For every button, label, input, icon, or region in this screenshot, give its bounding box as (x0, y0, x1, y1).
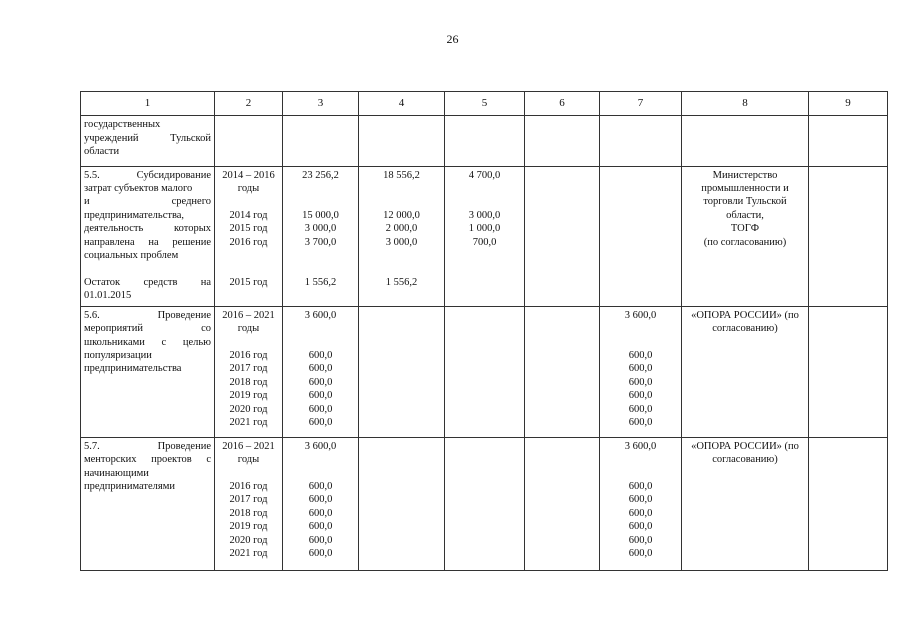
measure-name-cell (81, 166, 215, 306)
column-header: 7 (600, 92, 682, 116)
total-cell (283, 116, 359, 166)
federal-cell (359, 306, 445, 437)
measure-name-line: начинающими (84, 467, 149, 479)
executor-line: ТОГФ (730, 223, 760, 235)
year-label: 2016 год (229, 481, 268, 493)
measure-name-line: области (84, 146, 120, 157)
federal-amount: 12 000,0 (383, 209, 420, 221)
other-amount: 600,0 (628, 521, 653, 533)
total-amount: 600,0 (308, 363, 333, 375)
federal-amount: 18 556,2 (383, 169, 420, 181)
program-table (80, 91, 888, 571)
result-cell (809, 306, 888, 437)
federal-cell (359, 437, 445, 570)
measure-name-line: школьниками с целью (84, 336, 211, 348)
period-line: годы (237, 183, 260, 194)
result-cell (809, 166, 888, 306)
measure-name-cell (81, 437, 215, 570)
regional-cell (445, 306, 525, 437)
regional-amount: 4 700,0 (468, 169, 501, 181)
federal-cell (359, 116, 445, 166)
measure-name-line: предпринимательства (84, 363, 182, 375)
executor-cell (682, 166, 809, 306)
remainder-label-line: 01.01.2015 (84, 290, 132, 302)
other-amount: 3 600,0 (624, 309, 657, 321)
other-amount: 3 600,0 (624, 440, 657, 452)
executor-line: Министерство (712, 169, 778, 181)
executor-cell (682, 306, 809, 437)
period-cell (215, 437, 283, 570)
other-amount: 600,0 (628, 494, 653, 506)
total-amount: 600,0 (308, 481, 333, 493)
measure-name-line: популяризации (84, 350, 152, 362)
measure-name-cell (81, 306, 215, 437)
executor-line: торговли Тульской (703, 196, 787, 208)
other-amount: 600,0 (628, 390, 653, 402)
total-amount: 600,0 (308, 534, 333, 546)
year-label: 2017 год (229, 494, 268, 506)
other-amount: 600,0 (628, 481, 653, 493)
other-amount: 600,0 (628, 349, 653, 361)
other-amount: 600,0 (628, 507, 653, 519)
executor-line: согласованию) (712, 323, 778, 335)
year-label: 2020 год (229, 403, 268, 415)
total-amount: 600,0 (308, 417, 333, 429)
other-amount: 600,0 (628, 417, 653, 429)
column-header: 2 (215, 92, 283, 116)
other-amount: 600,0 (628, 534, 653, 546)
total-amount: 3 700,0 (304, 236, 337, 248)
regional-amount: 1 000,0 (468, 223, 501, 235)
period-line: 2014 – 2016 (222, 169, 275, 181)
remainder-label-line: Остаток средств на (84, 276, 211, 288)
year-label: 2018 год (229, 376, 268, 388)
measure-name-line: предпринимательства, (84, 209, 185, 221)
executor-line: (по согласованию) (703, 236, 787, 248)
total-amount: 600,0 (308, 521, 333, 533)
measure-name-cell (81, 116, 215, 166)
column-header-row (81, 92, 888, 116)
regional-cell (445, 166, 525, 306)
municipal-cell (525, 116, 600, 166)
period-line: годы (237, 323, 260, 335)
period-line: годы (237, 454, 260, 466)
regional-amount: 700,0 (472, 236, 497, 248)
executor-line: «ОПОРА РОССИИ» (по (691, 440, 799, 452)
total-amount: 600,0 (308, 376, 333, 388)
period-line: 2016 – 2021 (222, 309, 275, 321)
measure-name-line: менторских проектов с (84, 454, 211, 466)
total-amount: 15 000,0 (302, 209, 339, 221)
result-cell (809, 437, 888, 570)
measure-name-line: учреждений Тульской (84, 132, 211, 144)
measure-name-line: деятельность которых (84, 223, 211, 235)
measure-name-line: предпринимателями (84, 481, 176, 493)
executor-line: согласованию) (712, 454, 778, 466)
total-cell (283, 306, 359, 437)
table-row (81, 116, 888, 166)
measure-name-line: 5.6. Проведение (84, 309, 211, 321)
period-cell (215, 116, 283, 166)
period-cell (215, 166, 283, 306)
total-amount: 1 556,2 (304, 276, 337, 288)
measure-name-line: затрат субъектов малого (84, 183, 193, 194)
measure-name-line: государственных (84, 119, 161, 131)
total-cell (283, 166, 359, 306)
year-label: 2016 год (229, 236, 268, 248)
other-cell (600, 116, 682, 166)
other-cell (600, 437, 682, 570)
total-amount: 600,0 (308, 494, 333, 506)
federal-amount: 3 000,0 (385, 236, 418, 248)
total-amount: 600,0 (308, 390, 333, 402)
year-label: 2017 год (229, 363, 268, 375)
other-amount: 600,0 (628, 548, 653, 560)
page-number: 26 (446, 32, 459, 46)
year-label: 2021 год (229, 548, 268, 560)
executor-cell (682, 437, 809, 570)
executor-line: промышленности и (701, 183, 789, 194)
measure-name-line: и среднего (84, 196, 211, 208)
municipal-cell (525, 437, 600, 570)
column-header: 9 (809, 92, 888, 116)
measure-name-line: 5.7. Проведение (84, 440, 211, 452)
measure-name-line: 5.5. Субсидирование (84, 169, 211, 181)
result-cell (809, 116, 888, 166)
year-label: 2014 год (229, 209, 268, 221)
municipal-cell (525, 166, 600, 306)
measure-name-line: мероприятий со (84, 323, 211, 335)
table-row (81, 306, 888, 437)
regional-cell (445, 437, 525, 570)
other-amount: 600,0 (628, 403, 653, 415)
table-row (81, 437, 888, 570)
municipal-cell (525, 306, 600, 437)
regional-cell (445, 116, 525, 166)
total-amount: 3 000,0 (304, 223, 337, 235)
period-line: 2016 – 2021 (222, 440, 275, 452)
total-amount: 600,0 (308, 403, 333, 415)
executor-line: области, (726, 209, 764, 221)
total-amount: 600,0 (308, 548, 333, 560)
other-amount: 600,0 (628, 376, 653, 388)
column-header: 3 (283, 92, 359, 116)
period-cell (215, 306, 283, 437)
measure-name-line: социальных проблем (84, 250, 179, 262)
total-amount: 3 600,0 (304, 309, 337, 321)
year-label: 2019 год (229, 521, 268, 533)
table-row (81, 166, 888, 306)
year-label: 2018 год (229, 507, 268, 519)
year-label: 2016 год (229, 350, 268, 361)
total-amount: 3 600,0 (304, 440, 337, 452)
total-amount: 23 256,2 (302, 169, 339, 181)
total-amount: 600,0 (308, 507, 333, 519)
regional-amount: 3 000,0 (468, 209, 501, 221)
federal-cell (359, 166, 445, 306)
other-cell (600, 306, 682, 437)
executor-line: «ОПОРА РОССИИ» (по (691, 309, 799, 321)
federal-amount: 1 556,2 (385, 276, 418, 288)
federal-amount: 2 000,0 (385, 223, 418, 235)
total-cell (283, 437, 359, 570)
total-amount: 600,0 (308, 349, 333, 361)
other-cell (600, 166, 682, 306)
year-label: 2015 год (229, 223, 268, 235)
measure-name-line: направлена на решение (84, 236, 211, 248)
year-label: 2019 год (229, 390, 268, 402)
year-label: 2015 год (229, 276, 268, 288)
column-header: 5 (445, 92, 525, 116)
other-amount: 600,0 (628, 363, 653, 375)
column-header: 4 (359, 92, 445, 116)
year-label: 2020 год (229, 534, 268, 546)
executor-cell (682, 116, 809, 166)
column-header: 1 (81, 92, 215, 116)
column-header: 6 (525, 92, 600, 116)
year-label: 2021 год (229, 417, 268, 429)
column-header: 8 (682, 92, 809, 116)
